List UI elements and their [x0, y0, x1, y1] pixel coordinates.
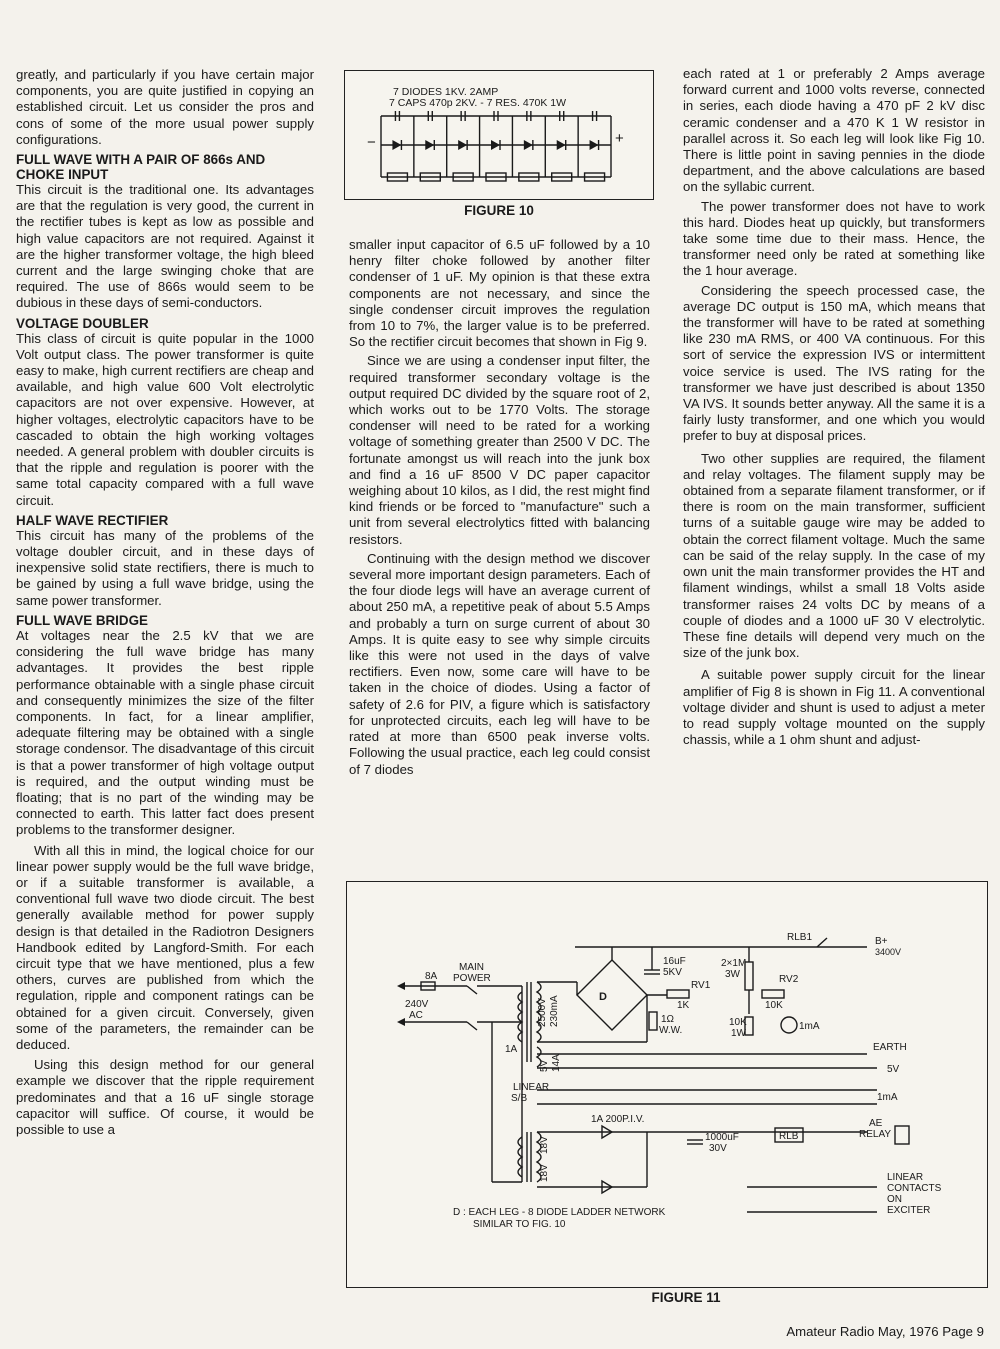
meter-label: 1mA — [799, 1021, 820, 1032]
figure-10-caption: FIGURE 10 — [464, 203, 534, 218]
diode-rating-label: 1A 200P.I.V. — [591, 1114, 645, 1125]
ae-relay-label: RELAY — [859, 1129, 892, 1140]
fuse-1a-label: 1A — [505, 1044, 518, 1055]
divider-label: 2×1M — [721, 958, 747, 969]
diode-ladder-schematic — [345, 71, 653, 199]
figure-note: SIMILAR TO FIG. 10 — [473, 1219, 566, 1230]
relay-contact-icon — [817, 938, 827, 947]
five-v-label: 5V — [887, 1064, 900, 1075]
diode-icon — [590, 140, 599, 150]
main-power-label: MAIN — [459, 962, 484, 973]
shunt-resistor-icon — [649, 1012, 657, 1030]
earth-label: EARTH — [873, 1042, 907, 1053]
ac-input-label: AC — [409, 1010, 423, 1021]
rv2-potentiometer-icon — [762, 990, 784, 998]
ac-arrow-icon — [397, 1018, 405, 1026]
bridge-rectifier-icon — [577, 960, 647, 1030]
resistor-label: 10K — [729, 1017, 747, 1028]
ac-input-label: 240V — [405, 999, 429, 1010]
linear-contacts-label: ON — [887, 1194, 902, 1205]
section-heading: FULL WAVE WITH A PAIR OF 866s AND CHOKE INPUT — [16, 152, 266, 183]
bridge-label: D — [599, 991, 607, 1003]
figure-11-diagram — [346, 881, 988, 1288]
page-footer: Amateur Radio May, 1976 Page 9 — [786, 1324, 984, 1339]
figure-note: D : EACH LEG - 8 DIODE LADDER NETWORK — [453, 1207, 666, 1218]
rv2-value: 10K — [765, 1000, 783, 1011]
paragraph: At voltages near the 2.5 kV that we are considering the full wave bridge has many advantages. It provides the best ripple performance obtainable with a single phase circuit and consequently minimizes the size of the filter components. In fact, for a linear amplifier, adequate filtering may be obtained with a single storage condensor. The disadvantage of this circuit is that a power transformer of high voltage output is required, and the output winding must be floating; that is no part of the winding may be connected to earth. This latter fact does present problems to the transformer designer. — [16, 627, 314, 838]
diode-icon — [458, 140, 467, 150]
rlb-label: RLB — [779, 1131, 799, 1142]
hv-secondary-label: 230mA — [549, 995, 560, 1027]
meter-icon — [781, 1017, 797, 1033]
ae-relay-label: AE — [869, 1118, 883, 1129]
fuse-label: 8A — [425, 971, 438, 982]
hv-cap-label: 5KV — [663, 967, 682, 978]
paragraph: each rated at 1 or preferably 2 Amps average forward current and 1000 volts reverse, connected in series, each diode having a 470 pF 2 kV disc ceramic condenser and a 470 K 1 W resistor in parallel across it. So each leg will look like Fig 10. There is little point in saving pennies in the diode department, and the above calculations are based on the syllabic current. — [683, 66, 985, 195]
diode-icon — [425, 140, 434, 150]
resistor-label: 1W — [731, 1028, 746, 1039]
diode-icon — [524, 140, 533, 150]
figure-10-diagram — [344, 70, 654, 200]
fig10-label-diodes: 7 DIODES 1KV. 2AMP — [393, 86, 499, 98]
paragraph: This circuit is the traditional one. Its advantages are that the regulation is very good, the current in the rectifier tubes is kept as low as possible and high value capacitors are not required. Against it are the higher transformer voltage, the high bleed current and the large swinging choke that are required. The use of 866s would seem to be dubious in these days of semi-conductors. — [16, 182, 314, 311]
hv-cap-label: 16uF — [663, 956, 686, 967]
ac-arrow-icon — [397, 982, 405, 990]
filament-secondary-label: 14A — [551, 1054, 562, 1072]
linear-contacts-label: LINEAR — [887, 1172, 924, 1183]
linear-contacts-label: CONTACTS — [887, 1183, 942, 1194]
divider-label: 3W — [725, 969, 740, 980]
hv-secondary-label: 2500V — [537, 998, 548, 1027]
diode-icon — [491, 140, 500, 150]
rv2-label: RV2 — [779, 974, 799, 985]
switch-icon — [467, 986, 477, 994]
paragraph: A suitable power supply circuit for the linear amplifier of Fig 8 is shown in Fig 11. A conventional voltage divider and shunt is used to adjust a meter to read supply voltage mounted on the supply chassis, while a 1 ohm shunt and adjust- — [683, 667, 985, 748]
paragraph: smaller input capacitor of 6.5 uF followed by a 10 henry filter choke followed by another filter condenser of 1 uF. My opinion is that these extra components are not necessary, and since the single condenser circuit improves the regulation from 10 to 7%, the larger value is to be preferred. So the rectifier circuit becomes that shown in Fig 9. — [349, 237, 650, 350]
rv1-potentiometer-icon — [667, 990, 689, 998]
paragraph: This class of circuit is quite popular in the 1000 Volt output class. The power transformer is quite easy to make, high current rectifiers are cheap and available, and high value 600 Volt electrolytic capacitors are not over expensive. However, at higher voltages, electrolytic capacitors have to be cascaded to obtain the high working voltages needed. A general problem with doubler circuits is that the ripple and regulation is poorer with the same total capacity compared with a full wave circuit. — [16, 330, 314, 508]
text-column-1 — [16, 67, 314, 1138]
paragraph: With all this in mind, the logical choice for our linear power supply would be the full wave bridge, or if a suitable transformer is available, a conventional full wave two diode circuit. The best generally available method for power supply design is that detailed in the Radiotron Designers Handbook edited by Langford-Smith. For each circuit type that we have mentioned, plus a few others, curves are published from which the regulation, ripple and component ratings can be obtained for a given circuit. Conversely, given some of the parameters, the remainder can be deduced. — [16, 842, 314, 1052]
section-heading: FULL WAVE BRIDGE — [16, 612, 148, 628]
relay-cap-label: 1000uF — [705, 1132, 739, 1143]
section-heading: VOLTAGE DOUBLER — [16, 315, 149, 331]
b-plus-label: B+ — [875, 936, 888, 947]
filament-secondary-label: 5V — [539, 1059, 550, 1072]
fig10-minus-terminal: − — [367, 134, 376, 151]
ae-relay-icon — [895, 1126, 909, 1144]
fig10-plus-terminal: + — [615, 130, 624, 147]
text-column-2 — [349, 237, 650, 778]
paragraph: greatly, and particularly if you have certain major components, you are quite justified in copying an established circuit. Let us consider the pros and cons of some of the more usual power supply configurations. — [16, 67, 314, 147]
rlb1-label: RLB1 — [787, 932, 813, 943]
rv1-value: 1K — [677, 1000, 690, 1011]
paragraph: Using this design method for our general example we discover that the ripple requirement predominates and that a 16 uF single storage capacitor will suffice. Of course, it would be possible to use a — [16, 1057, 314, 1137]
diode-ladder — [381, 111, 611, 181]
figure-11-caption: FIGURE 11 — [651, 1290, 721, 1305]
diode-icon — [392, 140, 401, 150]
paragraph: Considering the speech processed case, the average DC output is 150 mA, which means that the transformer will have to be rated at something like 230 mA RMS, or 400 VA continuous. For this sort of service the expression IVS or intermittent voice service is used. The IVS rating for the transformer we have just described is about 1350 VA IVS. It sounds better anyway. All the same it is a fairly lusty transformer, and one which you would prefer to buy at disposal prices. — [683, 282, 985, 444]
linear-sb-label: S/B — [511, 1093, 528, 1104]
meter-out-label: 1mA — [877, 1092, 898, 1103]
b-plus-label: 3400V — [875, 947, 902, 957]
fig10-label-caps-res: 7 CAPS 470p 2KV. - 7 RES. 470K 1W — [389, 97, 567, 109]
relay-secondary-label: 18V — [539, 1164, 550, 1182]
switch-icon — [467, 1022, 477, 1030]
relay-cap-label: 30V — [709, 1143, 727, 1154]
linear-contacts-label: EXCITER — [887, 1205, 931, 1216]
text-column-3 — [683, 66, 985, 748]
paragraph: Two other supplies are required, the filament and relay voltages. The filament supply may be obtained from a separate filament transformer, or if there is room on the main transformer, sufficient turns of a suitable gauge wire may be added to obtain the correct filament voltage. Much the same can be said of the relay supply. In the case of my own unit the main transformer provides the HT and filament windings, whilst a small 18 Volts aside transformer raises 24 volts DC by means of a couple of diodes and a 1000 uF 30 V electrolytic. These fine details will depend very much on the size of the junk box. — [683, 450, 985, 661]
linear-sb-label: LINEAR — [513, 1082, 550, 1093]
main-power-label: POWER — [453, 973, 491, 984]
shunt-label: W.W. — [659, 1025, 683, 1036]
section-heading: HALF WAVE RECTIFIER — [16, 512, 169, 528]
rv1-label: RV1 — [691, 980, 711, 991]
diode-icon — [557, 140, 566, 150]
paragraph: Since we are using a condenser input filter, the required transformer secondary voltage is the output required DC divided by the square root of 2, which works out to be 1770 Volts. The storage condenser will need to be rated for a working voltage of something greater than 2500 V DC. The fortunate amongst us will reach into the junk box and find a 16 uF 8500 V DC paper capacitor weighing about 10 kilos, as I did, the rest might find kind friends or be forced to "manufacture" such a unit from several electrolytics fitted with balancing resistors. — [349, 353, 650, 547]
relay-secondary-label: 18V — [539, 1136, 550, 1154]
paragraph: Continuing with the design method we discover several more important design parameters. Each of the four diode legs will have an average current of about 250 mA, a repetitive peak of about 5.5 Amps and probably a turn on surge current of about 30 Amps. It is quite easy to see why simple circuits like this were not used in the days of valve rectifiers. Even now, some care will have to be taken in the choice of diodes. Using a factor of safety of 2.6 for PIV, a figure which is satisfactory for unprotected circuits, each leg will have to be rated at more than 6500 peak inverse volts. Following the usual practice, each leg could consist of 7 diodes — [349, 550, 650, 777]
paragraph: The power transformer does not have to work this hard. Diodes heat up quickly, but transformers take some time due to their mass. Hence, the transformer need only be rated at something like the 1 hour average. — [683, 198, 985, 279]
paragraph: This circuit has many of the problems of the voltage doubler circuit, and in these days of inexpensive solid state rectifiers, there is much to be gained by using a full wave bridge, using the same power transformer. — [16, 527, 314, 608]
power-supply-schematic — [347, 882, 987, 1287]
shunt-label: 1Ω — [661, 1014, 675, 1025]
